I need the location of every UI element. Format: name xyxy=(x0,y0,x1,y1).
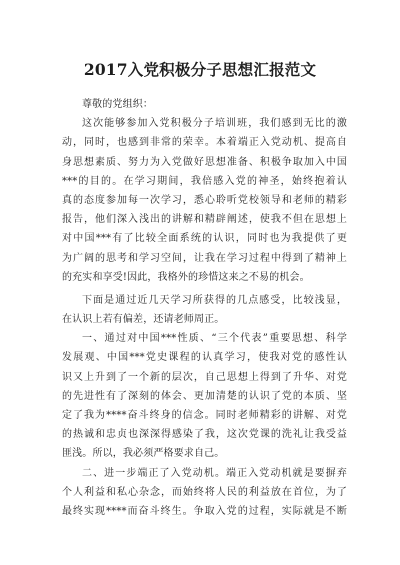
text-line: 发展观、中国***党史课程的认真学习，使我对党的感性认 xyxy=(62,352,347,364)
text-line: 的先进性有了深刻的体会、更加清楚的认识了党的本质、坚 xyxy=(62,390,347,402)
text-line: 在认识上若有偏差，还请老师周正。 xyxy=(62,314,225,326)
text-line: 报告，他们深入浅出的讲解和精辟阐述，使我不但在思想上 xyxy=(62,214,347,226)
text-line: 尊敬的党组织： xyxy=(82,99,154,110)
text-line: 身思想素质、努力为入党做好思想准备、积极争取加入中国 xyxy=(62,156,347,168)
text-line: 个人利益和私心杂念，而始终将人民的利益放在首位，为了 xyxy=(62,486,347,498)
text-line: 为广阔的思考和学习空间，让我在学习过程中得到了精神上 xyxy=(62,252,347,264)
text-line: 识又上升到了一个新的层次，自己思想上得到了升华、对党 xyxy=(62,371,347,383)
text-line: 一、通过对中国***性质、“三个代表”重要思想、科学 xyxy=(82,333,347,345)
text-line: 匪浅。所以，我必须严格要求自己。 xyxy=(62,448,225,460)
text-line: 动，同时，也感到非常的荣幸。本着端正入党动机、提高自 xyxy=(62,137,347,149)
text-line: 二、进一步端正了入党动机。端正入党动机就是要摒弃 xyxy=(82,467,347,479)
text-line: 真的态度参加每一次学习，悉心聆听党校领导和老师的精彩 xyxy=(62,194,347,206)
text-line: 的热诚和忠贞也深深得感染了我，这次党课的洗礼让我受益 xyxy=(62,429,347,441)
text-line: 最终实现****而奋斗终生。争取入党的过程，实际就是不断 xyxy=(62,505,347,517)
text-line: 对中国***有了比较全面系统的认识，同时也为我提供了更 xyxy=(62,233,347,245)
text-line: ***的目的。在学习期间，我倍感入党的神圣，始终抱着认 xyxy=(62,175,347,187)
text-line: 下面是通过近几天学习所获得的几点感受，比较浅显， xyxy=(82,294,347,306)
document-body xyxy=(62,95,347,521)
document-title: 2017入党积极分子思想汇报范文 xyxy=(83,60,317,79)
text-line: 这次能够参加入党积极分子培训班，我们感到无比的激 xyxy=(82,118,347,130)
text-line: 定了我为****奋斗终身的信念。同时老师精彩的讲解、对党 xyxy=(62,410,347,421)
text-line: 的充实和享受!因此，我格外的珍惜这来之不易的机会。 xyxy=(62,271,310,283)
